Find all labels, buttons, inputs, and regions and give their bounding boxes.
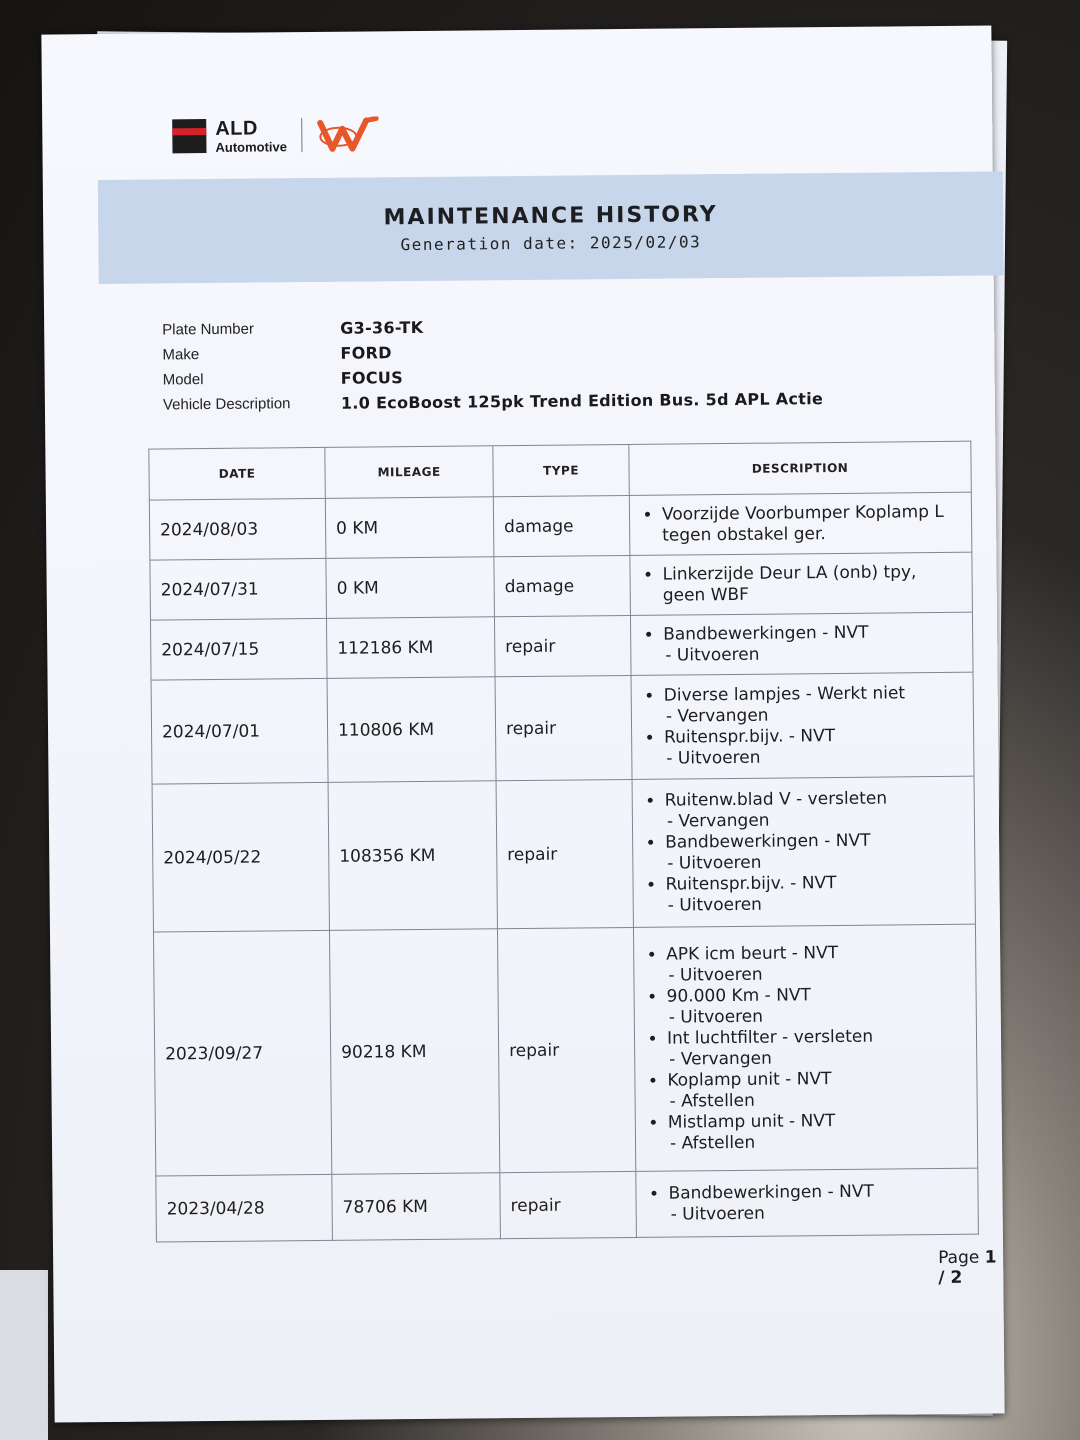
cell-description xyxy=(629,492,972,555)
description-action: - Afstellen xyxy=(669,1132,756,1154)
company-logos xyxy=(172,116,382,154)
description-text: Ruitenw.blad V - versleten xyxy=(664,788,888,811)
cell-type: damage xyxy=(493,495,630,556)
table-row xyxy=(152,776,975,932)
description-item xyxy=(668,1109,967,1154)
cell-date: 2024/07/31 xyxy=(150,558,327,620)
info-label: Model xyxy=(162,371,204,389)
leaseplan-logo-icon xyxy=(316,116,382,153)
page-title: MAINTENANCE HISTORY xyxy=(383,202,718,231)
cell-date: 2023/04/28 xyxy=(156,1174,333,1242)
description-item xyxy=(662,501,961,546)
cell-type: repair xyxy=(496,779,633,928)
info-value: 1.0 EcoBoost 125pk Trend Edition Bus. 5d APL Actie xyxy=(340,389,824,413)
cell-type: repair xyxy=(497,927,635,1172)
description-action: - Uitvoeren xyxy=(668,1006,764,1028)
description-action: - Uitvoeren xyxy=(665,644,760,666)
table-row xyxy=(151,672,974,784)
generation-date: Generation date: 2025/02/03 xyxy=(400,232,702,255)
cell-mileage: 90218 KM xyxy=(329,929,499,1175)
info-value: G3-36-TK xyxy=(340,317,424,338)
description-text: Diverse lampjes - Werkt niet xyxy=(663,682,906,706)
column-header-type: TYPE xyxy=(493,444,629,496)
description-text: Linkerzijde Deur LA (onb) tpy, geen WBF xyxy=(662,561,917,606)
vehicle-info xyxy=(162,311,823,417)
column-header-mileage: MILEAGE xyxy=(325,446,493,499)
description-action: - Uitvoeren xyxy=(668,964,763,986)
logo-divider xyxy=(301,118,302,152)
cell-description xyxy=(630,552,973,615)
description-item xyxy=(664,682,963,727)
info-value: FORD xyxy=(340,343,392,363)
document-page xyxy=(41,25,1004,1422)
cell-mileage: 108356 KM xyxy=(328,781,497,931)
page-current: 1 xyxy=(984,1247,997,1268)
description-action: - Uitvoeren xyxy=(667,852,762,874)
cell-mileage: 112186 KM xyxy=(326,617,495,679)
description-action: - Uitvoeren xyxy=(670,1203,765,1225)
description-item xyxy=(667,1025,966,1070)
column-header-date: DATE xyxy=(149,447,325,500)
cell-type: damage xyxy=(494,555,631,616)
cell-date: 2024/07/15 xyxy=(150,618,327,680)
description-text: Mistlamp unit - NVT xyxy=(667,1110,836,1133)
description-item xyxy=(668,1180,967,1225)
page-label: Page xyxy=(938,1247,985,1269)
cell-date: 2024/05/22 xyxy=(152,782,329,932)
description-text: Bandbewerkingen - NVT xyxy=(663,622,869,645)
cell-mileage: 110806 KM xyxy=(327,677,496,783)
page-number xyxy=(938,1247,1003,1288)
cell-mileage: 0 KM xyxy=(325,497,494,559)
description-text: Voorzijde Voorbumper Koplamp L tegen obstakel ger. xyxy=(661,501,944,546)
description-item xyxy=(662,561,961,606)
description-item xyxy=(665,787,964,832)
description-item xyxy=(664,724,963,769)
description-item xyxy=(665,871,964,916)
back-paper-edge xyxy=(0,1270,48,1440)
description-text: Bandbewerkingen - NVT xyxy=(665,830,871,853)
info-label: Plate Number xyxy=(162,320,254,339)
description-item xyxy=(663,621,962,666)
cell-date: 2024/07/01 xyxy=(151,678,328,784)
description-text: Bandbewerkingen - NVT xyxy=(668,1181,874,1204)
info-value: FOCUS xyxy=(340,368,404,388)
page-separator: / xyxy=(938,1267,951,1289)
page-total: 2 xyxy=(950,1267,963,1288)
title-banner xyxy=(98,171,1004,284)
description-text: Ruitenspr.bijv. - NVT xyxy=(664,725,836,748)
maintenance-table xyxy=(148,441,979,1243)
cell-type: repair xyxy=(495,675,632,780)
ald-logo-name: ALD xyxy=(215,117,258,140)
cell-description xyxy=(633,924,977,1171)
description-text: APK icm beurt - NVT xyxy=(666,942,839,965)
info-label: Vehicle Description xyxy=(162,395,291,414)
description-item xyxy=(667,1067,966,1112)
description-action: - Vervangen xyxy=(669,1048,772,1070)
cell-description xyxy=(636,1168,979,1237)
description-action: - Afstellen xyxy=(669,1090,755,1112)
description-item xyxy=(665,829,964,874)
cell-type: repair xyxy=(494,615,631,676)
table-row xyxy=(150,552,973,620)
cell-date: 2023/09/27 xyxy=(153,930,331,1176)
info-row-description xyxy=(163,386,823,417)
description-text: Ruitenspr.bijv. - NVT xyxy=(665,872,837,895)
ald-logo-mark xyxy=(172,119,206,153)
description-item xyxy=(666,941,965,986)
info-label: Make xyxy=(162,346,200,364)
table-row xyxy=(153,924,977,1176)
ald-logo-sub: Automotive xyxy=(215,138,288,155)
table-row xyxy=(156,1168,979,1242)
cell-description xyxy=(631,672,974,779)
description-action: - Vervangen xyxy=(665,705,769,727)
description-text: Koplamp unit - NVT xyxy=(667,1068,832,1091)
cell-description xyxy=(632,776,975,927)
cell-date: 2024/08/03 xyxy=(149,498,326,560)
table-header-row xyxy=(149,441,971,500)
description-text: 90.000 Km - NVT xyxy=(666,984,811,1007)
description-action: - Uitvoeren xyxy=(667,894,762,916)
description-action: - Vervangen xyxy=(666,810,770,832)
description-item xyxy=(667,983,966,1028)
cell-mileage: 0 KM xyxy=(326,557,495,619)
cell-mileage: 78706 KM xyxy=(332,1173,501,1241)
description-action: - Uitvoeren xyxy=(666,747,761,769)
table-row xyxy=(149,492,972,560)
table-row xyxy=(150,612,973,680)
cell-description xyxy=(630,612,973,675)
cell-type: repair xyxy=(500,1171,637,1238)
description-text: Int luchtfilter - versleten xyxy=(666,1026,874,1049)
column-header-description: DESCRIPTION xyxy=(629,441,971,495)
